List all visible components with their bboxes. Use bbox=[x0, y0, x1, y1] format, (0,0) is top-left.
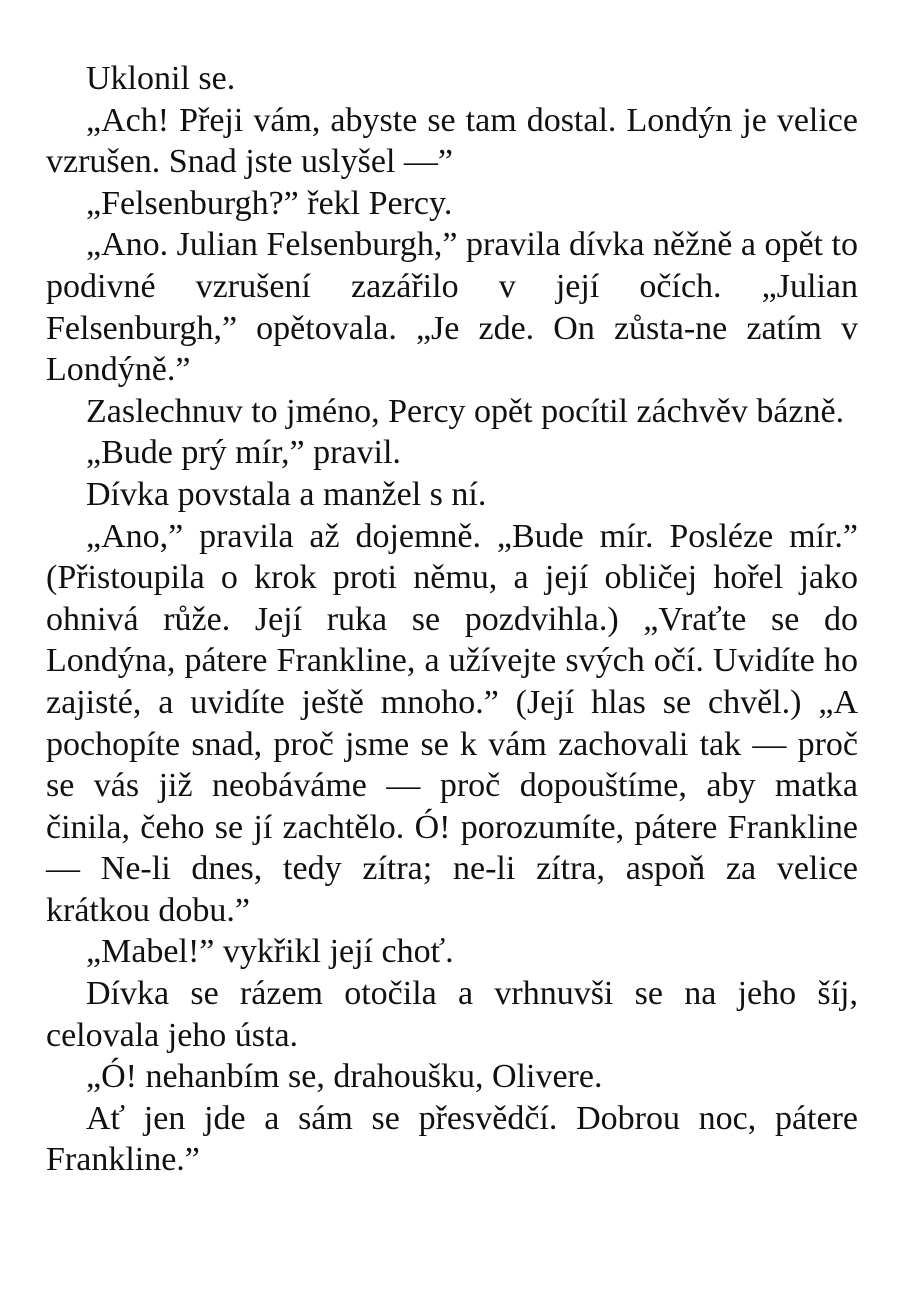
paragraph: Ať jen jde a sám se přesvědčí. Dobrou noc, pátere Frankline.” bbox=[46, 1099, 858, 1179]
paragraph: „Bude prý mír,” pravil. bbox=[86, 434, 401, 472]
paragraph: „Ach! Přeji vám, abyste se tam dostal. Londýn je velice vzrušen. Snad jste uslyšel —” bbox=[46, 101, 858, 181]
paragraph: „Mabel!” vykřikl její choť. bbox=[86, 933, 454, 971]
paragraph: Dívka se rázem otočila a vrhnuvši se na jeho šíj, celovala jeho ústa. bbox=[46, 975, 858, 1054]
paragraph: „Felsenburgh?” řekl Percy. bbox=[86, 184, 453, 222]
paragraph: Zaslechnuv to jméno, Percy opět pocítil záchvěv bázně. bbox=[86, 392, 845, 430]
paragraph: „Ano,” pravila až dojemně. „Bude mír. Posléze mír.” (Přistoupila o krok proti němu, a její obličej hořel jako ohnivá růže. Její ruka se pozdvihla.) „Vraťte se do Londýna, pátere Frankline, a užívejte svých očí. Uvidíte ho zajisté, a uvidíte ještě mnoho.” (Její hlas se chvěl.) „A pochopíte snad, proč jsme se k vám zachovali tak — proč se vás již neobáváme — proč dopouštíme, aby matka činila, čeho se jí zachtělo. Ó! porozumíte, pátere Frankline — Ne-li dnes, tedy zítra; ne-li zítra, aspoň za velice krátkou dobu.” bbox=[46, 517, 858, 929]
paragraph: Dívka povstala a manžel s ní. bbox=[86, 475, 487, 513]
paragraph: „Ó! nehanbím se, drahoušku, Olivere. bbox=[86, 1058, 603, 1096]
paragraph: „Ano. Julian Felsenburgh,” pravila dívka něžně a opět to podivné vzrušení zazářilo v její očích. „Julian Felsenburgh,” opětovala. „Je zde. On zůsta-ne zatím v Londýně.” bbox=[46, 226, 858, 389]
paragraph: Uklonil se. bbox=[86, 60, 236, 97]
